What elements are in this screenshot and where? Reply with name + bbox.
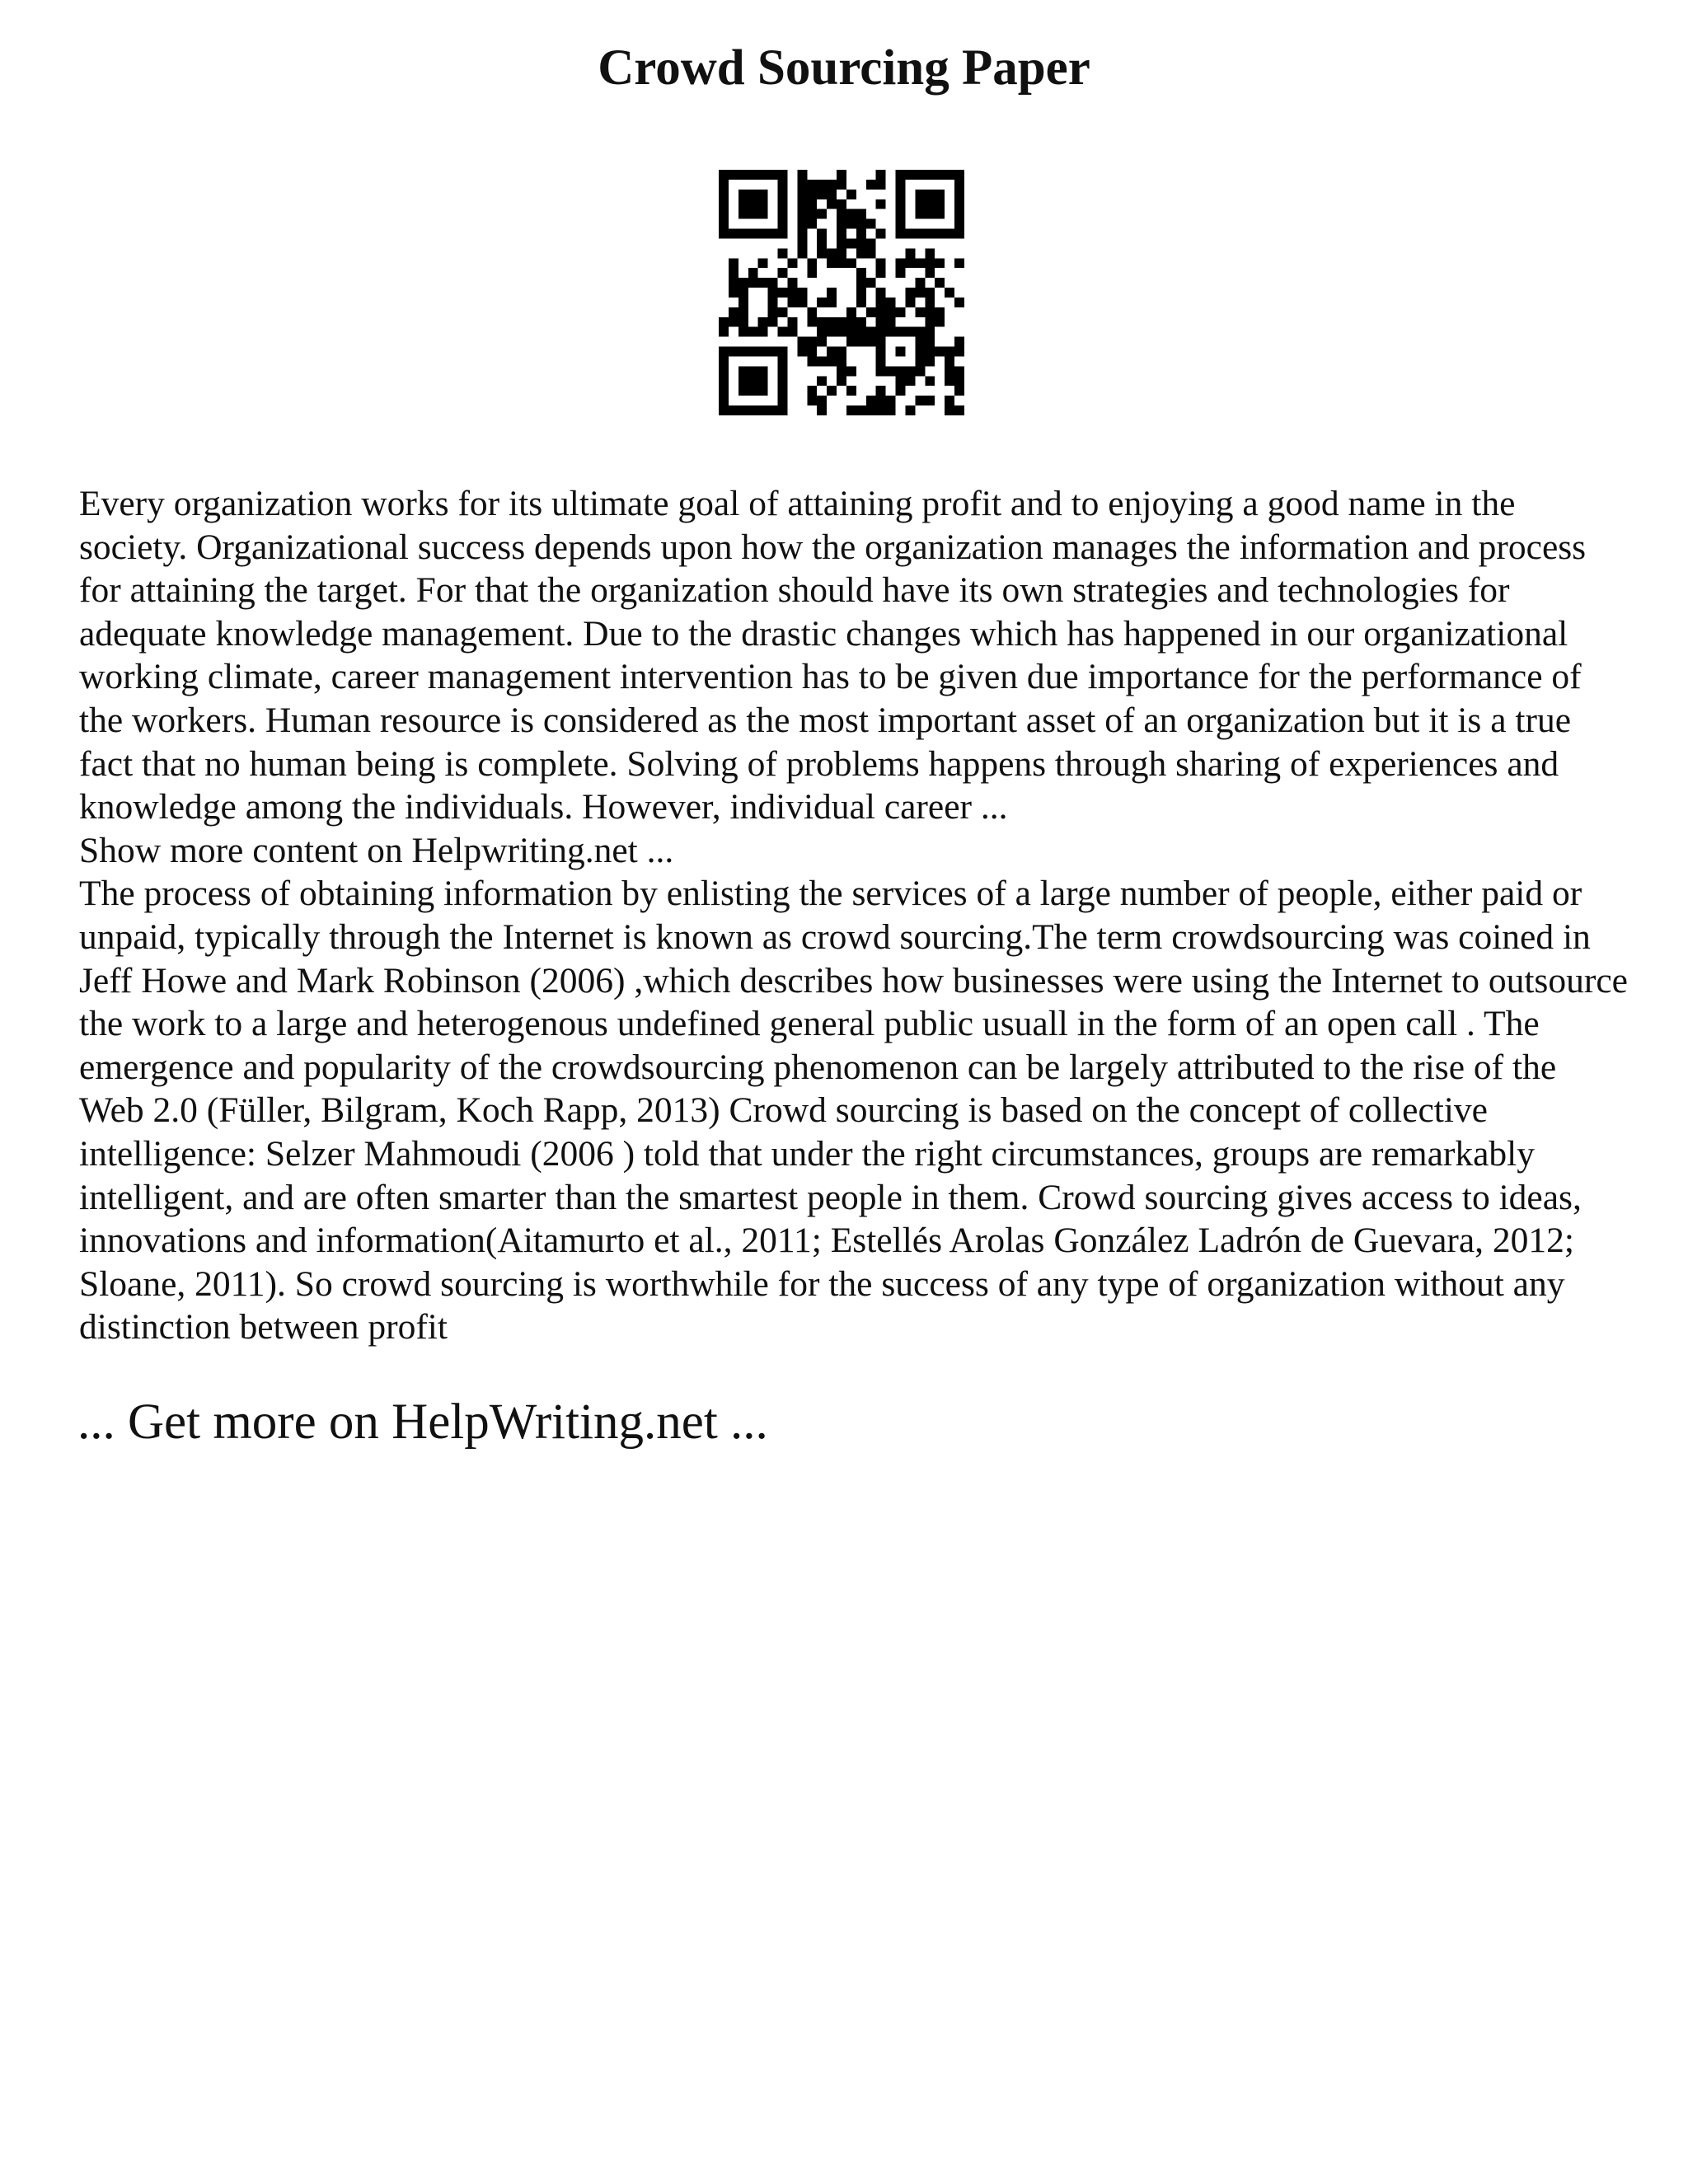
qr-code-icon (719, 170, 964, 415)
paragraph-intro: Every organization works for its ultimate goal of attaining profit and to enjoying a good name in the society. Organizational success depends upon how the organization manages the information and process for attaining the target. For that the organization should have its own strategies and technologies for adequate knowledge management. Due to the drastic changes which has happened in our organizational working climate, career management intervention has to be given due importance for the performance of the workers. Human resource is considered as the most important asset of an organization but it is a true fact that no human being is complete. Solving of problems happens through sharing of experiences and knowledge among the individuals. However, individual career ... (79, 484, 1587, 827)
show-more-link[interactable]: Show more content on Helpwriting.net ... (79, 830, 674, 870)
paragraph-crowdsourcing: The process of obtaining information by enlisting the services of a large number of people, either paid or unpaid, typically through the Internet is known as crowd sourcing.The term crowdsourcing was coined in Jeff Howe and Mark Robinson (2006) ,which describes how businesses were using the Internet to outsource the work to a large and heterogenous undefined general public usuall in the form of an open call . The emergence and popularity of the crowdsourcing phenomenon can be largely attributed to the rise of the Web 2.0 (Füller, Bilgram, Koch Rapp, 2013) Crowd sourcing is based on the concept of collective intelligence: Selzer Mahmoudi (2006 ) told that under the right circumstances, groups are remarkably intelligent, and are often smarter than the smartest people in them. Crowd sourcing gives access to ideas, innovations and information(Aitamurto et al., 2011; Estellés Arolas González Ladrón de Guevara, 2012; Sloane, 2011). So crowd sourcing is worthwhile for the success of any type of organization without any distinction between profit (79, 874, 1628, 1347)
page-title: Crowd Sourcing Paper (598, 40, 1090, 96)
article-body (79, 482, 1629, 1349)
get-more-link[interactable]: ... Get more on HelpWriting.net ... (77, 1394, 768, 1450)
